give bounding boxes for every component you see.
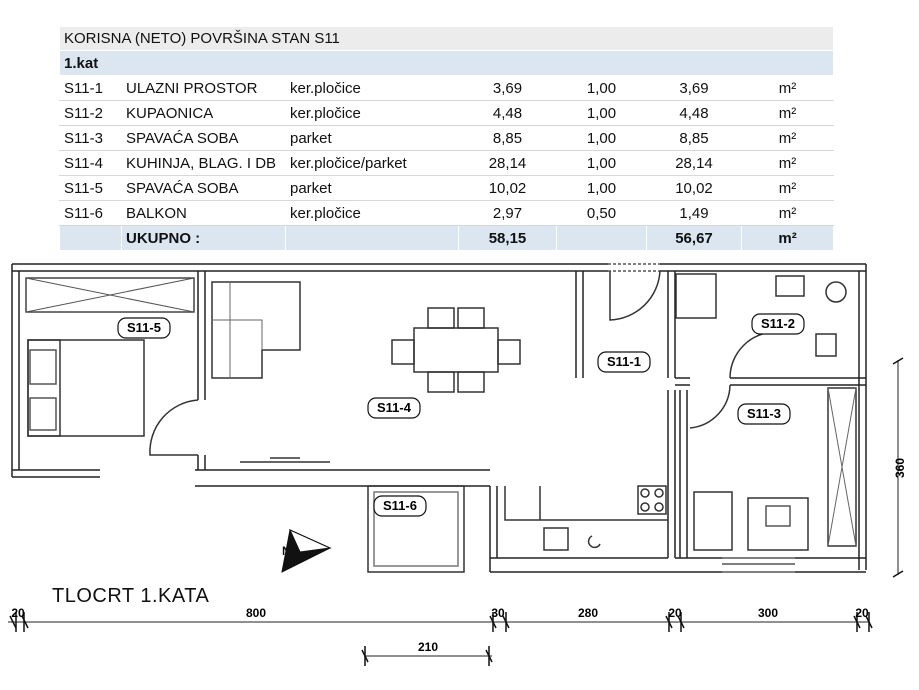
wall-top bbox=[12, 264, 866, 271]
room-area: 28,14 bbox=[459, 151, 557, 176]
room-coef: 0,50 bbox=[557, 201, 647, 226]
room-finish: ker.pločice bbox=[286, 201, 459, 226]
room-net: 28,14 bbox=[647, 151, 742, 176]
room-net: 10,02 bbox=[647, 176, 742, 201]
door-swing-bath bbox=[730, 332, 776, 378]
wall-right bbox=[859, 264, 866, 570]
room-area: 8,85 bbox=[459, 126, 557, 151]
room-coef: 1,00 bbox=[557, 101, 647, 126]
room-code: S11-4 bbox=[60, 151, 122, 176]
dim-label: 300 bbox=[757, 606, 779, 620]
wall-bedroom3-left bbox=[680, 390, 687, 558]
room-unit: m² bbox=[742, 126, 834, 151]
room-label-s11-1 bbox=[598, 352, 650, 372]
room-code: S11-6 bbox=[60, 201, 122, 226]
room-area: 4,48 bbox=[459, 101, 557, 126]
dim-label: 360 bbox=[893, 457, 907, 479]
room-label-text: S11-2 bbox=[761, 316, 795, 331]
wall-kitchen-left bbox=[490, 486, 497, 572]
room-label-s11-4 bbox=[368, 398, 420, 418]
wall-kitchen-right bbox=[668, 390, 675, 558]
room-finish: ker.pločice/parket bbox=[286, 151, 459, 176]
room-net: 4,48 bbox=[647, 101, 742, 126]
room-net: 8,85 bbox=[647, 126, 742, 151]
dim-label: 280 bbox=[577, 606, 599, 620]
room-name: ULAZNI PROSTOR bbox=[122, 76, 286, 101]
room-label-s11-6 bbox=[374, 496, 426, 516]
room-area: 2,97 bbox=[459, 201, 557, 226]
wall-bath-bottom bbox=[730, 378, 866, 385]
total-unit: m² bbox=[742, 226, 834, 251]
total-area: 58,15 bbox=[459, 226, 557, 251]
room-finish: parket bbox=[286, 126, 459, 151]
sofa bbox=[212, 282, 300, 378]
room-label-text: S11-6 bbox=[383, 498, 417, 513]
room-code: S11-2 bbox=[60, 101, 122, 126]
north-label: N bbox=[282, 544, 291, 558]
bed-s11-3 bbox=[694, 492, 732, 550]
room-net: 1,49 bbox=[647, 201, 742, 226]
dim-label: 210 bbox=[417, 640, 439, 654]
wall-lower-bottom bbox=[490, 558, 866, 572]
wall-bedroom-partition bbox=[198, 271, 205, 470]
shower bbox=[676, 274, 716, 318]
room-label-text: S11-5 bbox=[127, 320, 161, 335]
room-name: KUPAONICA bbox=[122, 101, 286, 126]
room-unit: m² bbox=[742, 201, 834, 226]
room-area: 3,69 bbox=[459, 76, 557, 101]
dim-label: 20 bbox=[11, 606, 25, 620]
wall-bottom-left bbox=[12, 470, 490, 486]
north-arrow bbox=[282, 530, 330, 572]
washing-machine bbox=[826, 282, 846, 302]
room-unit: m² bbox=[742, 151, 834, 176]
room-label-text: S11-3 bbox=[747, 406, 781, 421]
dining-table bbox=[414, 328, 498, 372]
table-title: KORISNA (NETO) POVRŠINA STAN S11 bbox=[60, 27, 834, 51]
room-net: 3,69 bbox=[647, 76, 742, 101]
table-section: 1.kat bbox=[60, 51, 834, 76]
room-label-text: S11-1 bbox=[607, 354, 641, 369]
window-top bbox=[608, 264, 660, 271]
toilet bbox=[816, 334, 836, 356]
room-label-s11-5 bbox=[118, 318, 170, 338]
dim-label: 20 bbox=[668, 606, 682, 620]
room-finish: ker.pločice bbox=[286, 101, 459, 126]
wall-entry-partition bbox=[576, 271, 583, 378]
total-label: UKUPNO : bbox=[122, 226, 286, 251]
room-label-text: S11-4 bbox=[377, 400, 411, 415]
room-area: 10,02 bbox=[459, 176, 557, 201]
room-code: S11-5 bbox=[60, 176, 122, 201]
plan-title: TLOCRT 1.KATA bbox=[52, 585, 210, 607]
dim-label: 800 bbox=[245, 606, 267, 620]
room-label-s11-2 bbox=[752, 314, 804, 334]
wall-left bbox=[12, 264, 19, 477]
bed-s11-5 bbox=[28, 340, 144, 436]
room-unit: m² bbox=[742, 76, 834, 101]
total-net: 56,67 bbox=[647, 226, 742, 251]
room-finish: ker.pločice bbox=[286, 76, 459, 101]
room-coef: 1,00 bbox=[557, 126, 647, 151]
room-unit: m² bbox=[742, 101, 834, 126]
room-coef: 1,00 bbox=[557, 151, 647, 176]
door-swing-bedroom bbox=[150, 400, 198, 455]
window-bottom bbox=[722, 558, 795, 572]
kitchen-sink bbox=[544, 528, 568, 550]
room-code: S11-1 bbox=[60, 76, 122, 101]
room-name: BALKON bbox=[122, 201, 286, 226]
tv bbox=[240, 458, 330, 462]
room-code: S11-3 bbox=[60, 126, 122, 151]
dim-label: 20 bbox=[855, 606, 869, 620]
door-swing-entry bbox=[610, 271, 660, 320]
room-coef: 1,00 bbox=[557, 76, 647, 101]
room-coef: 1,00 bbox=[557, 176, 647, 201]
room-unit: m² bbox=[742, 176, 834, 201]
room-label-s11-3 bbox=[738, 404, 790, 424]
door-swing-bedroom3 bbox=[690, 385, 730, 428]
room-name: KUHINJA, BLAG. I DB bbox=[122, 151, 286, 176]
room-name: SPAVAĆA SOBA bbox=[122, 176, 286, 201]
room-name: SPAVAĆA SOBA bbox=[122, 126, 286, 151]
room-finish: parket bbox=[286, 176, 459, 201]
wall-bath-left bbox=[668, 271, 675, 378]
dim-label: 30 bbox=[491, 606, 505, 620]
wall-entry-bottom bbox=[675, 378, 690, 385]
sink bbox=[776, 276, 804, 296]
